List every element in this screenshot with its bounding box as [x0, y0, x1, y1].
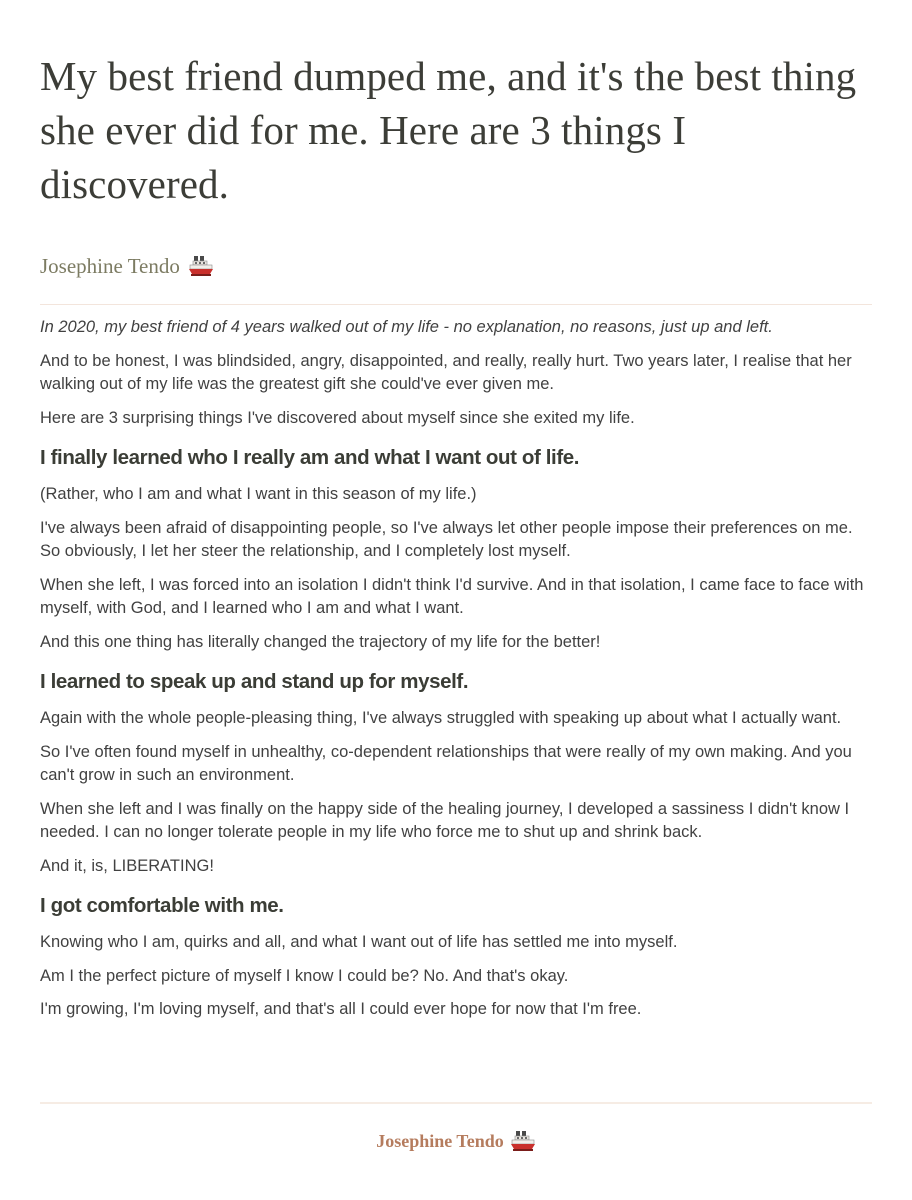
footer	[0, 1126, 912, 1156]
paragraph: When she left and I was finally on the happy side of the healing journey, I developed a sassiness I didn't know I needed. I can no longer tolerate people in my life who force me to shut up and shrink back.	[40, 799, 850, 841]
paragraph: I'm growing, I'm loving myself, and that's all I could ever hope for now that I'm free.	[40, 1000, 642, 1018]
paragraph: Here are 3 surprising things I've discovered about myself since she exited my life.	[40, 408, 635, 427]
footer-author-name[interactable]: Josephine Tendo	[376, 1130, 504, 1151]
paragraph: (Rather, who I am and what I want in this season of my life.)	[40, 485, 477, 503]
ship-icon	[188, 255, 214, 277]
lead-paragraph: In 2020, my best friend of 4 years walked out of my life - no explanation, no reasons, just up and left.	[40, 318, 773, 336]
byline	[40, 251, 872, 281]
section-heading: I learned to speak up and stand up for myself.	[40, 670, 469, 693]
paragraph: Am I the perfect picture of myself I know I could be? No. And that's okay.	[40, 966, 569, 985]
paragraph: When she left, I was forced into an isolation I didn't think I'd survive. And in that isolation, I came face to face with myself, with God, and I learned who I am and what I want.	[40, 575, 864, 617]
ship-icon	[510, 1130, 536, 1152]
author-name[interactable]: Josephine Tendo	[40, 253, 180, 278]
paragraph: And to be honest, I was blindsided, angry, disappointed, and really, really hurt. Two years later, I realise that her walking out of my life was the greatest gift she could've ever given me.	[40, 351, 852, 393]
article-title: My best friend dumped me, and it's the best thing she ever did for me. Here are 3 things I discovered.	[40, 53, 857, 207]
paragraph: So I've often found myself in unhealthy, co-dependent relationships that were really of my own making. And you can't grow in such an environment.	[40, 742, 852, 784]
section-heading: I got comfortable with me.	[40, 894, 284, 917]
footer-divider	[40, 1102, 872, 1104]
header-divider	[40, 304, 872, 305]
paragraph: And this one thing has literally changed the trajectory of my life for the better!	[40, 632, 601, 651]
article-page	[40, 0, 872, 1022]
section-heading: I finally learned who I really am and what I want out of life.	[40, 446, 580, 469]
paragraph: Again with the whole people-pleasing thing, I've always struggled with speaking up about what I actually want.	[40, 709, 842, 727]
paragraph: Knowing who I am, quirks and all, and what I want out of life has settled me into myself.	[40, 933, 678, 951]
paragraph: And it, is, LIBERATING!	[40, 856, 214, 875]
paragraph: I've always been afraid of disappointing people, so I've always let other people impose their preferences on me. So obviously, I let her steer the relationship, and I completely lost myself.	[40, 518, 853, 560]
article-body	[40, 316, 872, 1022]
